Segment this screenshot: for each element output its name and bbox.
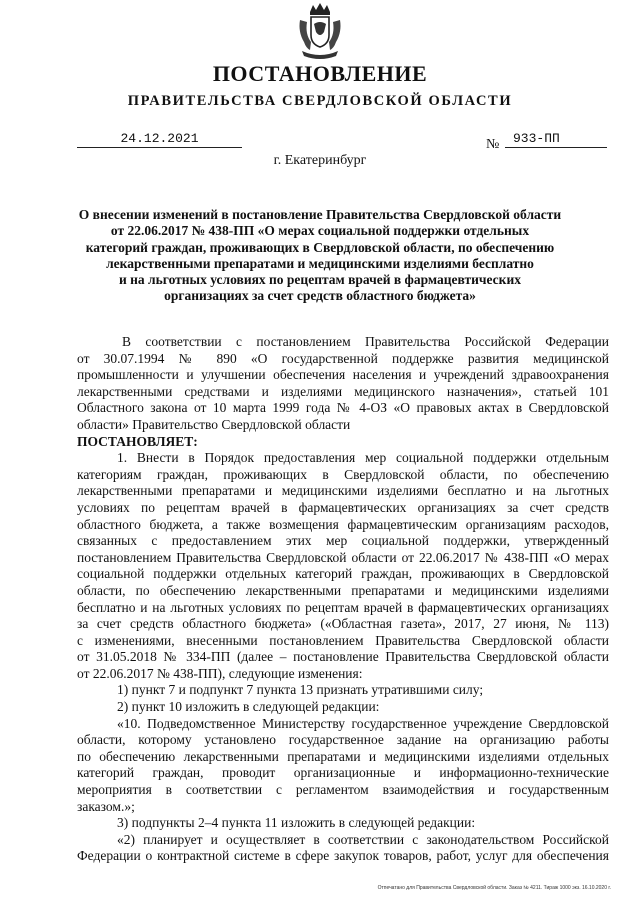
- issuing-authority-heading: ПРАВИТЕЛЬСТВА СВЕРДЛОВСКОЙ ОБЛАСТИ: [127, 93, 513, 109]
- item1-line: категориям граждан, проживающих в Свердловской области, по обеспечению: [77, 466, 609, 482]
- preamble-line: промышленности и улучшении обеспечения населения и учреждений здравоохранения: [77, 367, 609, 383]
- city-line: г. Екатеринбург: [273, 153, 367, 168]
- document-date: 24.12.2021: [77, 131, 242, 148]
- number-sign: №: [486, 137, 500, 152]
- item1-line: бесплатно и на льготных условиях по рецептам врачей в фармацевтических организациях: [77, 599, 609, 615]
- document-number: 933-ПП: [505, 131, 607, 148]
- preamble-line: области» Правительство Свердловской области: [77, 416, 351, 432]
- quoted-paragraph-line: «2) планирует и осуществляет в соответствии с законодательством Российской: [117, 831, 609, 847]
- item1-line: области, по обеспечению лекарственными препаратами и медицинскими изделиями: [77, 582, 609, 598]
- document-title: [70, 207, 570, 305]
- item1-line: 1. Внести в Порядок предоставления мер социальной поддержки отдельным: [117, 450, 609, 466]
- preamble-line: В соответствии с постановлением Правительства Российской Федерации: [122, 334, 609, 349]
- item1-line: областного бюджета, а также возмещения фармацевтическим организациям расходов,: [77, 516, 609, 532]
- quoted-paragraph-line: категорий граждан, проводит организационные и информационно-технические: [77, 765, 609, 781]
- quoted-paragraph-line: мероприятия в соответствии с регламентом взаимодействия и государственным: [77, 782, 609, 798]
- quoted-paragraph-line: области, которому установлено государственное задание на организацию работы: [77, 732, 609, 748]
- title-line: от 22.06.2017 № 438-ПП «О мерах социальной поддержки отдельных: [110, 223, 530, 239]
- item1-line: за счет средств областного бюджета» («Областная газета», 2017, 27 июня, № 113): [77, 616, 609, 632]
- title-line: и на льготных условиях по рецептам врачей в фармацевтических: [119, 272, 521, 288]
- item1-line: от 31.05.2018 № 334-ПП (далее – постановление Правительства Свердловской области: [77, 649, 609, 665]
- subitem-line: 2) пункт 10 изложить в следующей редакции:: [117, 699, 380, 715]
- item1-line: связанных с предоставлением этих мер социальной поддержки, утвержденный: [77, 533, 609, 549]
- item1-line: с изменениями, внесенными постановлением Правительства Свердловской области: [77, 632, 609, 648]
- preamble-line: лекарственными средствами и изделиями медицинского назначения», статьей 101: [77, 383, 609, 399]
- subitem-line: 3) подпункты 2–4 пункта 11 изложить в следующей редакции:: [117, 815, 476, 831]
- quoted-paragraph-line: по обеспечению лекарственными препаратами и медицинскими изделиями отдельных: [77, 748, 609, 764]
- title-line: категорий граждан, проживающих в Свердловской области, по обеспечению: [85, 239, 555, 255]
- title-line: лекарственными препаратами и медицинскими изделиями бесплатно: [106, 255, 534, 271]
- document-body: [77, 334, 609, 865]
- item1-line: условиях по рецептам врачей в фармацевтических организациях за счет средств: [77, 499, 609, 515]
- title-line: организациях за счет средств областного бюджета»: [164, 288, 476, 304]
- preamble-line: от 30.07.1994 № 890 «О государственной поддержке развития медицинской: [77, 350, 609, 366]
- item1-line: лекарственными препаратами и медицинскими изделиями бесплатно и на льготных: [77, 483, 609, 499]
- quoted-paragraph-line: «10. Подведомственное Министерству государственное учреждение Свердловской: [117, 715, 609, 731]
- subitem-line: 1) пункт 7 и подпункт 7 пункта 13 признать утратившими силу;: [117, 682, 484, 698]
- title-line: О внесении изменений в постановление Правительства Свердловской области: [78, 207, 562, 222]
- item1-line: постановлением Правительства Свердловской области от 22.06.2017 № 438-ПП «О мерах: [77, 549, 609, 565]
- quoted-paragraph-line: Федерации о контрактной системе в сфере закупок товаров, работ, услуг для обеспечения: [77, 848, 609, 864]
- item1-line: от 22.06.2017 № 438-ПП), следующие изменения:: [77, 665, 363, 681]
- preamble-line: Областного закона от 10 марта 1999 года № 4-ОЗ «О правовых актах в Свердловской: [77, 400, 609, 416]
- resolves-heading: ПОСТАНОВЛЯЕТ:: [77, 433, 198, 449]
- document-type-heading: ПОСТАНОВЛЕНИЕ: [212, 61, 428, 86]
- sverdlovsk-coat-of-arms-icon: [296, 2, 344, 62]
- item1-line: социальной поддержки отдельных категорий граждан, проживающих в Свердловской: [77, 566, 609, 582]
- quoted-paragraph-line: заказом.»;: [77, 798, 135, 814]
- print-imprint-footer: Отпечатано для Правительства Свердловской области. Заказ № 4211. Тираж 1000 экз. 16.10.2020 г.: [377, 885, 611, 891]
